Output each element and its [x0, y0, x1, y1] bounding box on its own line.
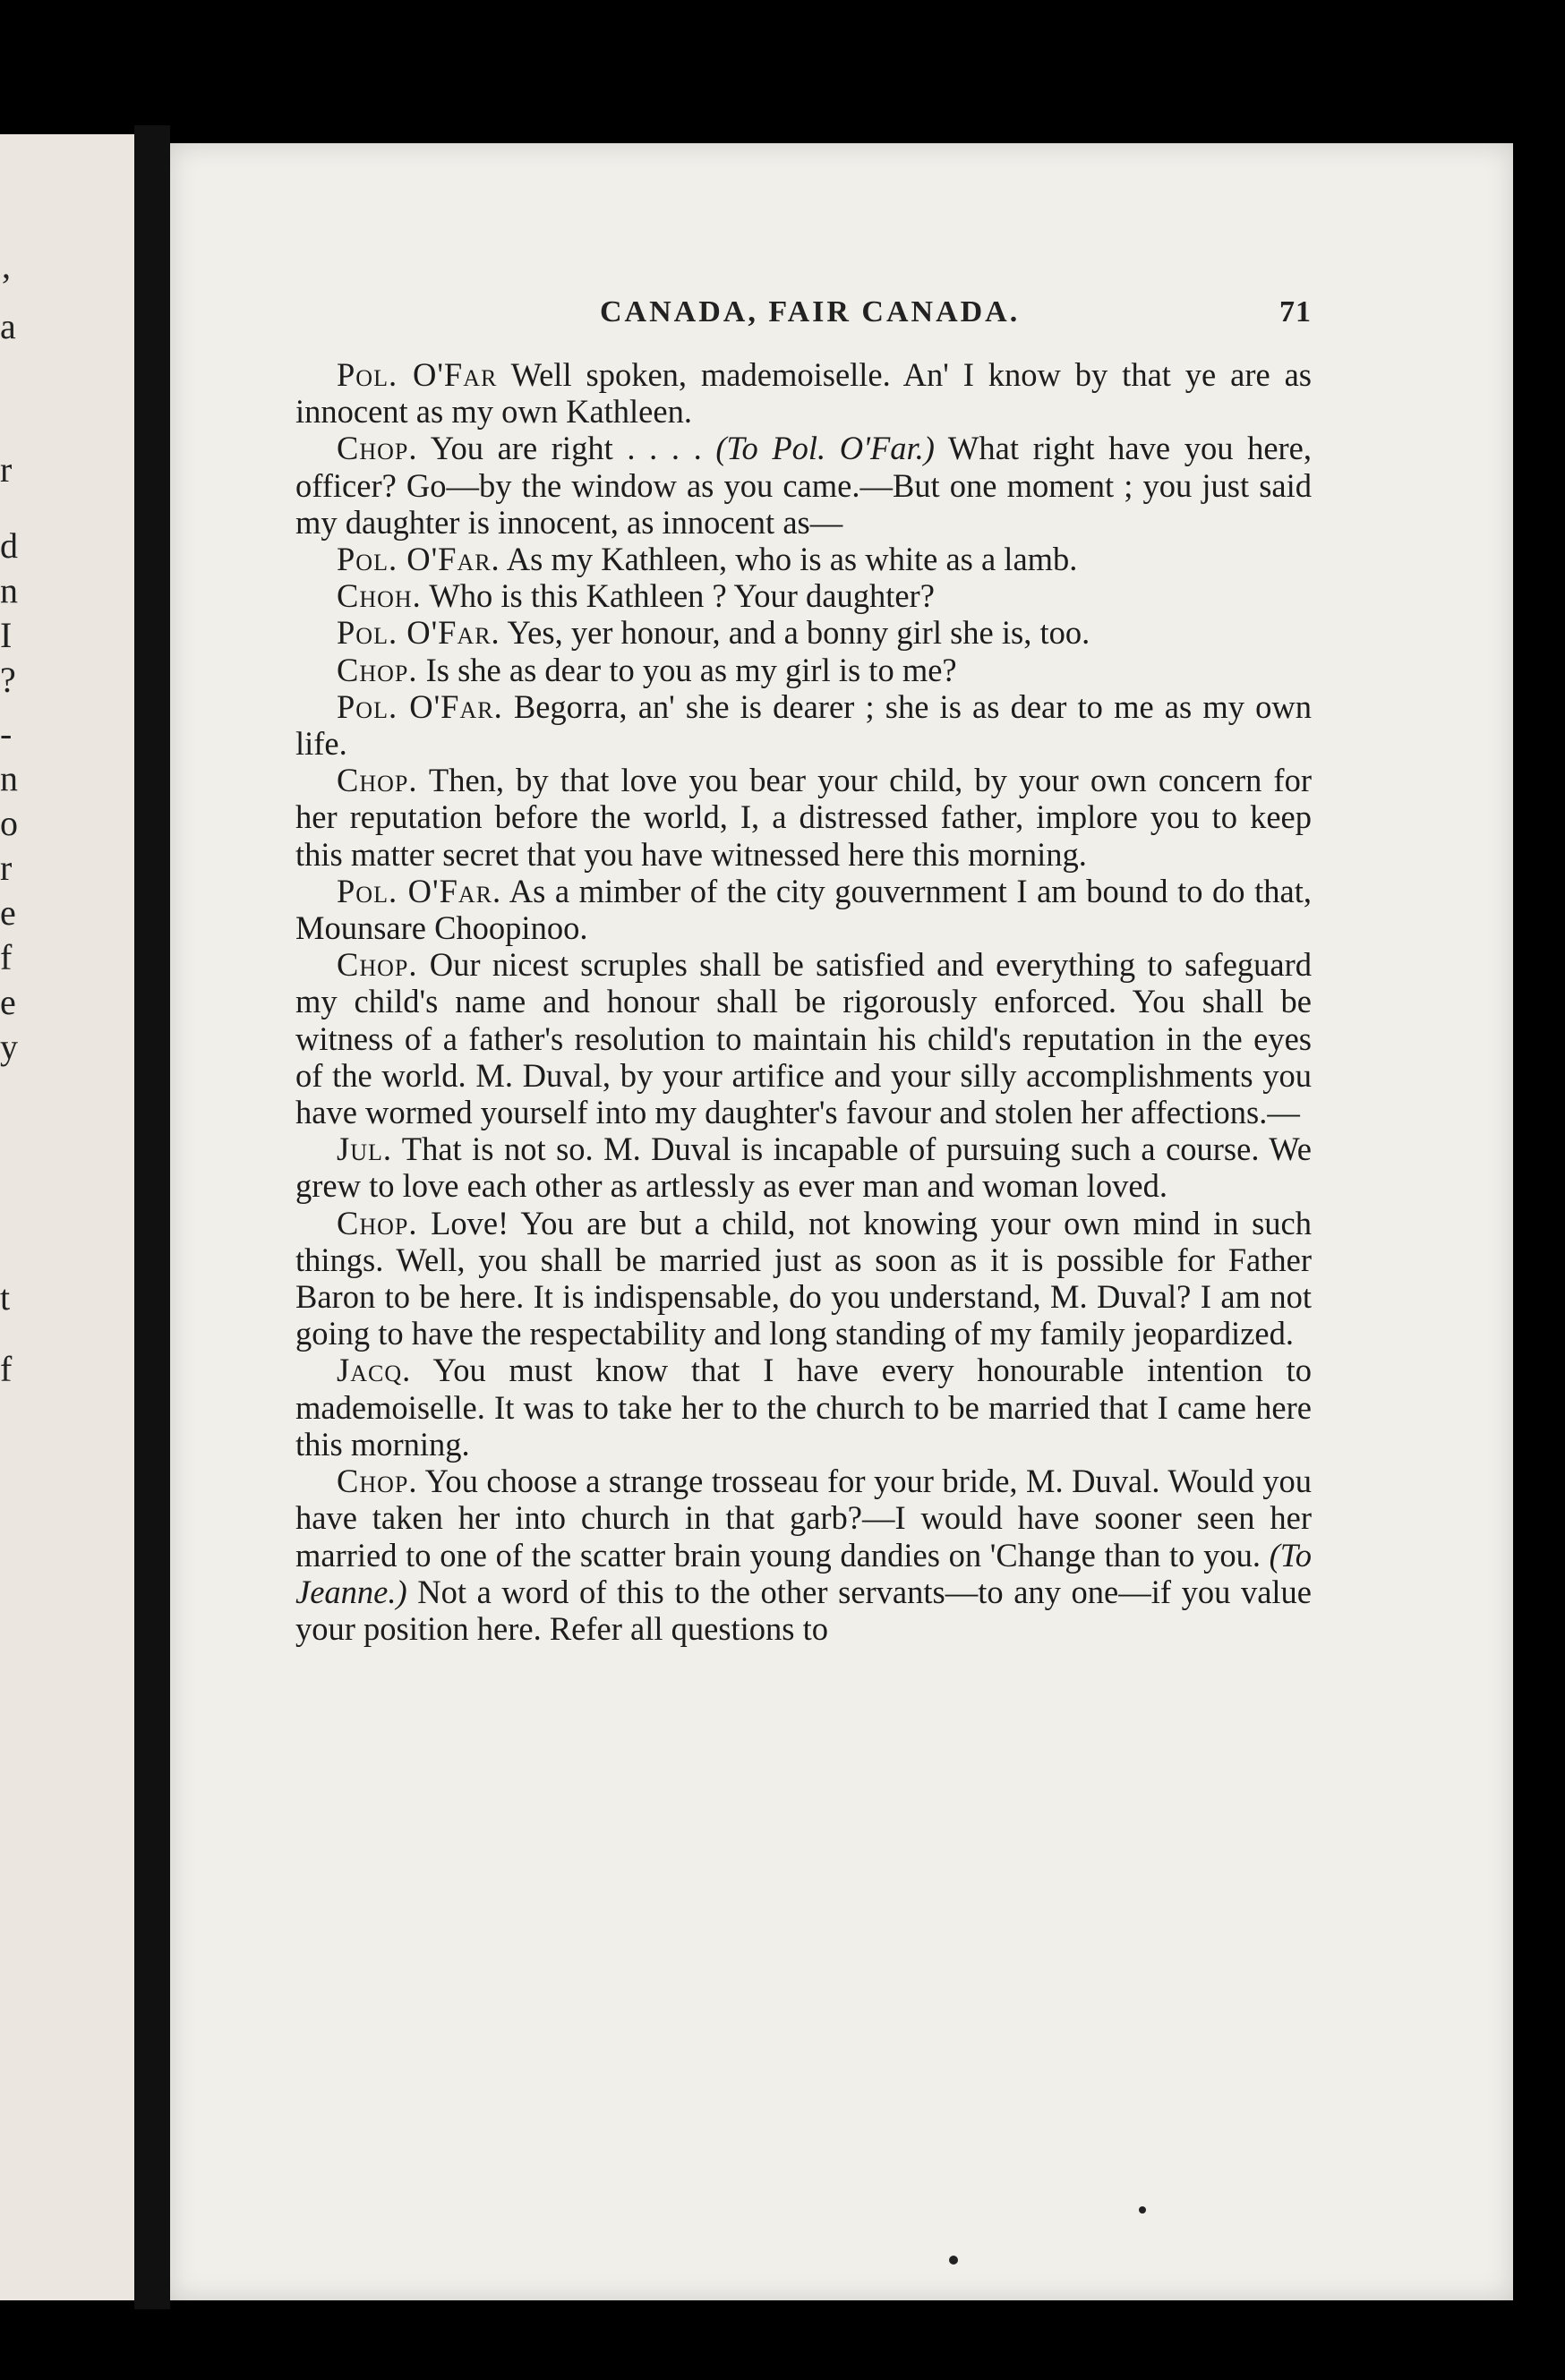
speaker-name: Chop.	[337, 430, 418, 467]
previous-page-fragment: ?	[0, 660, 16, 700]
running-title: CANADA, FAIR CANADA.	[600, 295, 1021, 328]
dialogue-text: Yes, yer honour, and a bonny girl she is, too.	[500, 614, 1090, 652]
dialogue-paragraph	[295, 946, 1312, 1130]
previous-page-fragment: d	[0, 525, 18, 566]
stage-direction: (To Jeanne.)	[295, 1536, 1312, 1610]
play-dialogue	[295, 356, 1312, 1647]
dialogue-text: Then, by that love you bear your child, by your own concern for her reputation before the world, I, a distressed father, implore you to keep this matter secret that you have witnessed here this morning.	[295, 762, 1312, 873]
previous-page-fragment: f	[0, 1349, 13, 1389]
previous-page-fragment: ’	[0, 266, 13, 306]
dialogue-paragraph	[295, 688, 1312, 762]
dialogue-text: You choose a strange trosseau for your bride, M. Duval. Would you have taken her into church in that garb?—I would have sooner seen her married to one of the scatter brain young dandies on 'Change than to you.	[295, 1463, 1312, 1574]
dialogue-paragraph	[295, 614, 1312, 651]
dialogue-paragraph	[295, 577, 1312, 614]
dialogue-paragraph	[295, 1130, 1312, 1204]
page-number: 71	[1279, 295, 1312, 328]
dialogue-paragraph	[295, 356, 1312, 430]
ink-speck	[1139, 2206, 1146, 2214]
speaker-name: Pol. O'Far.	[337, 614, 500, 652]
previous-page-fragment: y	[0, 1027, 18, 1067]
previous-page-fragment: n	[0, 758, 18, 798]
dialogue-paragraph	[295, 652, 1312, 688]
dialogue-paragraph	[295, 1463, 1312, 1647]
dialogue-text: What right have you here, officer? Go—by the window as you came.—But one moment ; you just said my daughter is innocent, as innocent as—	[295, 430, 1312, 541]
dialogue-paragraph	[295, 1205, 1312, 1352]
dialogue-text: Our nicest scruples shall be satisfied and everything to safeguard my child's name and honour shall be rigorously enforced. You shall be witness of a father's resolution to maintain his child's reputation in the eyes of the world. M. Duval, by your artifice and your silly accomplishments you have wormed yourself into my daughter's favour and stolen her affections.—	[295, 946, 1312, 1131]
running-header	[295, 295, 1312, 349]
speaker-name: Chop.	[337, 651, 418, 688]
dialogue-paragraph	[295, 541, 1312, 577]
speaker-name: Choh.	[337, 577, 422, 615]
page-content	[295, 295, 1312, 1647]
dialogue-text: Begorra, an' she is dearer ; she is as dear to me as my own life.	[295, 687, 1313, 763]
previous-page-fragment: f	[0, 937, 13, 977]
book-page	[170, 143, 1513, 2300]
speaker-name: Chop.	[337, 762, 418, 799]
dialogue-text: Well spoken, mademoiselle. An' I know by that ye are as innocent as my own Kathleen.	[295, 356, 1313, 431]
dialogue-paragraph	[295, 430, 1312, 541]
speaker-name: Pol. O'Far.	[337, 687, 503, 725]
dialogue-text: Love! You are but a child, not knowing your own mind in such things. Well, you shall be married just as soon as it is possible for Father Baron to be here. It is indispensable, do you understand, M. Duval? I am not going to have the respectability and long standing of my family jeopardized.	[295, 1204, 1312, 1352]
previous-page-fragment: t	[0, 1277, 11, 1318]
speaker-name: Pol. O'Far.	[337, 541, 500, 578]
dialogue-text: Not a word of this to the other servants—to any one—if you value your position here. Refer all questions to	[295, 1573, 1312, 1647]
dialogue-paragraph	[295, 762, 1312, 873]
dialogue-text: You are right . . . .	[417, 430, 716, 467]
previous-page-fragment: I	[0, 615, 13, 655]
previous-page-edge	[0, 134, 134, 2300]
speaker-name: Jacq.	[337, 1352, 412, 1389]
speaker-name: Pol. O'Far.	[337, 872, 502, 909]
speaker-name: Chop.	[337, 946, 418, 984]
dialogue-text: You must know that I have every honourable intention to mademoiselle. It was to take her to the church to be married that I came here this morning.	[295, 1352, 1312, 1463]
dialogue-paragraph	[295, 873, 1312, 946]
dialogue-text: That is not so. M. Duval is incapable of pursuing such a course. We grew to love each other as artlessly as ever man and woman loved.	[295, 1130, 1312, 1205]
previous-page-fragment: n	[0, 570, 18, 610]
speaker-name: Chop.	[337, 1204, 418, 1241]
dialogue-text: Who is this Kathleen ? Your daughter?	[421, 577, 935, 615]
dialogue-text: Is she as dear to you as my girl is to me?	[417, 651, 957, 688]
speaker-name: Pol. O'Far	[337, 356, 498, 393]
previous-page-fragment: r	[0, 848, 13, 888]
previous-page-fragment: o	[0, 803, 18, 843]
previous-page-fragment: e	[0, 982, 16, 1022]
speaker-name: Chop.	[337, 1463, 418, 1500]
book-gutter	[134, 125, 170, 2309]
dialogue-paragraph	[295, 1352, 1312, 1463]
previous-page-fragment: a	[0, 306, 16, 346]
previous-page-fragment: -	[0, 713, 13, 754]
stage-direction: (To Pol. O'Far.)	[715, 430, 935, 467]
speaker-name: Jul.	[337, 1130, 392, 1168]
dialogue-text: As a mimber of the city gouvernment I am bound to do that, Mounsare Choopinoo.	[295, 872, 1312, 947]
previous-page-fragment: e	[0, 892, 16, 933]
previous-page-fragment: r	[0, 449, 13, 490]
ink-speck	[949, 2256, 958, 2265]
dialogue-text: As my Kathleen, who is as white as a lamb.	[500, 541, 1078, 578]
